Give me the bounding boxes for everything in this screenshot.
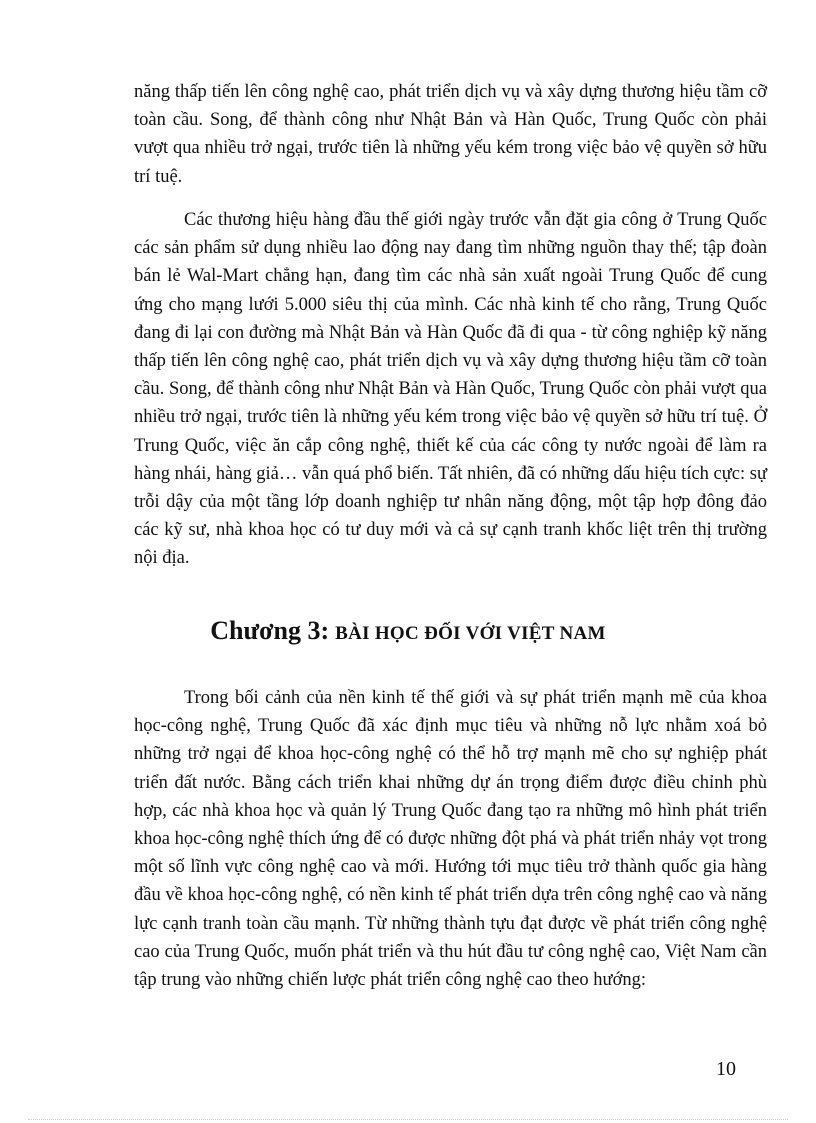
chapter-title: BÀI HỌC ĐỐI VỚI VIỆT NAM [335,623,606,644]
page-number: 10 [716,1058,736,1080]
page-bottom-divider [28,1119,788,1120]
chapter-heading [0,616,816,646]
paragraph-context: Trong bối cảnh của nền kinh tế thế giới và sự phát triển mạnh mẽ của khoa học-công nghệ, Trung Quốc đã xác định mục tiêu và những nỗ lực nhằm xoá bỏ những trở ngại để khoa học-công nghệ có thể hỗ trợ mạnh mẽ cho sự nghiệp phát triển đất nước. Bằng cách triển khai những dự án trọng điểm được điều chỉnh phù hợp, các nhà khoa học và quản lý Trung Quốc đang tạo ra những mô hình phát triển khoa học-công nghệ thích ứng để có được những đột phá và phát triển nhảy vọt trong một số lĩnh vực công nghệ cao và mới. Hướng tới mục tiêu trở thành quốc gia hàng đầu về khoa học-công nghệ, có nền kinh tế phát triển dựa trên công nghệ cao và năng lực cạnh tranh toàn cầu mạnh. Từ những thành tựu đạt được về phát triển công nghệ cao của Trung Quốc, muốn phát triển và thu hút đầu tư công nghệ cao, Việt Nam cần tập trung vào những chiến lược phát triển công nghệ cao theo hướng: [134,688,767,991]
paragraph-continuation: năng thấp tiến lên công nghệ cao, phát triển dịch vụ và xây dựng thương hiệu tầm cỡ toàn cầu. Song, để thành công như Nhật Bản và Hàn Quốc, Trung Quốc còn phải vượt qua nhiều trở ngại, trước tiên là những yếu kém trong việc bảo vệ quyền sở hữu trí tuệ. [134,82,767,187]
paragraph-brands: Các thương hiệu hàng đầu thế giới ngày trước vẫn đặt gia công ở Trung Quốc các sản phẩm sử dụng nhiều lao động nay đang tìm những nguồn thay thế; tập đoàn bán lẻ Wal-Mart chẳng hạn, đang tìm các nhà sản xuất ngoài Trung Quốc để cung ứng cho mạng lưới 5.000 siêu thị của mình. Các nhà kinh tế cho rằng, Trung Quốc đang đi lại con đường mà Nhật Bản và Hàn Quốc đã đi qua - từ công nghiệp kỹ năng thấp tiến lên công nghệ cao, phát triển dịch vụ và xây dựng thương hiệu tầm cỡ toàn cầu. Song, để thành công như Nhật Bản và Hàn Quốc, Trung Quốc còn phải vượt qua nhiều trở ngại, trước tiên là những yếu kém trong việc bảo vệ quyền sở hữu trí tuệ. Ở Trung Quốc, việc ăn cắp công nghệ, thiết kế của các công ty nước ngoài để làm ra hàng nhái, hàng giả… vẫn quá phổ biến. Tất nhiên, đã có những dấu hiệu tích cực: sự trỗi dậy của một tầng lớp doanh nghiệp tư nhân năng động, một tập hợp đông đảo các kỹ sư, nhà khoa học có tư duy mới và cả sự cạnh tranh khốc liệt trên thị trường nội địa. [134,210,767,569]
chapter-label: Chương 3: [210,616,330,645]
